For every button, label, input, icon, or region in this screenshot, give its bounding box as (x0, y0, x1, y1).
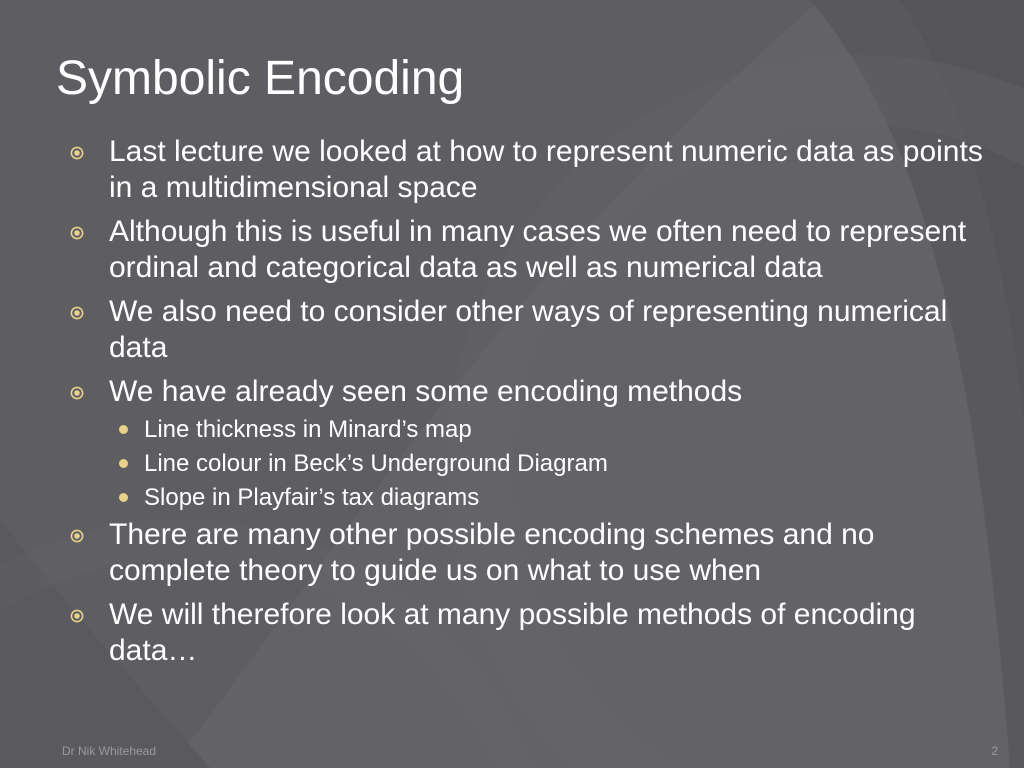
sub-bullet-item (0, 413, 1024, 447)
bullet-text: We will therefore look at many possible methods of encoding data… (109, 598, 916, 667)
filled-dot-icon (119, 493, 128, 502)
bullet-text: Although this is useful in many cases we often need to represent ordinal and categorical data as well as numerical data (109, 215, 967, 284)
slide-title: Symbolic Encoding (56, 52, 465, 105)
bullet-item (0, 597, 1024, 669)
bullet-text: There are many other possible encoding schemes and no complete theory to guide us on what to use when (109, 518, 875, 587)
slide-number: 2 (991, 744, 998, 758)
bullet-text: Last lecture we looked at how to represent numeric data as points in a multidimensional space (109, 135, 983, 204)
bullet-list (0, 134, 1024, 677)
sub-bullet-item (0, 481, 1024, 515)
bullet-item (0, 134, 1024, 206)
bullet-item (0, 214, 1024, 286)
circled-dot-icon (70, 226, 84, 240)
filled-dot-icon (119, 425, 128, 434)
circled-dot-icon (70, 306, 84, 320)
circled-dot-icon (70, 146, 84, 160)
footer-author: Dr Nik Whitehead (62, 744, 157, 758)
sub-bullet-item (0, 447, 1024, 481)
circled-dot-icon (70, 386, 84, 400)
sub-bullet-list (0, 413, 1024, 515)
sub-bullet-text: Line colour in Beck’s Underground Diagram (144, 450, 608, 477)
bullet-item (0, 517, 1024, 589)
filled-dot-icon (119, 459, 128, 468)
sub-bullet-group (0, 413, 1024, 515)
circled-dot-icon (70, 529, 84, 543)
bullet-item (0, 294, 1024, 366)
bullet-text: We also need to consider other ways of representing numerical data (109, 295, 948, 364)
sub-bullet-text: Slope in Playfair’s tax diagrams (144, 484, 480, 511)
bullet-item (0, 374, 1024, 410)
circled-dot-icon (70, 609, 84, 623)
bullet-text: We have already seen some encoding methods (109, 375, 743, 408)
sub-bullet-text: Line thickness in Minard’s map (144, 416, 472, 443)
